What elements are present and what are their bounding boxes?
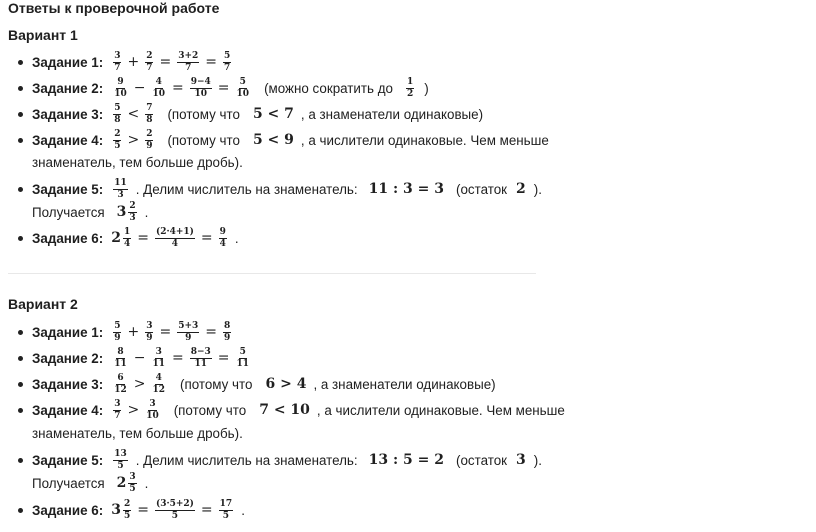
task-label: Задание 3: <box>32 376 104 392</box>
v2-task-1 <box>32 320 233 344</box>
v1-task-6: Задание 6: 2 $\frac{1}{4}$ = $\frac{(2\cdot 4+1)}{4}$ = $\frac{9}{4}$ . <box>32 226 242 250</box>
v1-task-4-continuation: знаменатель, тем больше дробь). <box>32 154 243 170</box>
formula: $\frac{5}{9}$ + $\frac{3}{9}$ = $\frac{5+3}{9}$ = $\frac{8}{9}$ <box>114 320 231 343</box>
comparison: 5 < 9 <box>252 132 294 148</box>
bullet <box>18 112 23 117</box>
formula: 3 $\frac{2}{5}$ = $\frac{(3\cdot 5+2)}{5}$ = $\frac{17}{5}$ <box>111 498 233 521</box>
fraction: $\frac{2}{5}$ <box>123 498 131 521</box>
fraction: $\frac{5+3}{9}$ <box>178 320 199 343</box>
fraction: $\frac{3}{7}$ <box>114 398 121 421</box>
formula: $\frac{9}{10}$ − $\frac{4}{10}$ = $\frac{9-4}{10}$ = $\frac{5}{10}$ <box>114 76 250 99</box>
formula <box>111 450 130 471</box>
formula <box>404 78 416 99</box>
fraction: $\frac{8-3}{11}$ <box>190 346 211 369</box>
formula: $\frac{6}{12}$ > $\frac{4}{12}$ <box>114 372 165 395</box>
fraction: $\frac{3}{10}$ <box>146 398 159 421</box>
divider <box>8 273 536 274</box>
formula: $\frac{2}{5}$ > $\frac{2}{9}$ <box>114 128 153 151</box>
fraction: $\frac{3+2}{7}$ <box>178 50 199 73</box>
task-label: Задание 4: <box>32 402 104 418</box>
fraction: $\frac{3}{9}$ <box>146 320 153 343</box>
fraction: $\frac{9}{10}$ <box>114 76 127 99</box>
remainder: 2 <box>516 181 526 197</box>
comparison: 7 < 10 <box>259 402 310 418</box>
bullet <box>18 356 23 361</box>
fraction: $\frac{(2\cdot 4+1)}{4}$ <box>155 226 194 249</box>
v2-task-3: Задание 3: $\frac{6}{12}$ > $\frac{4}{12}$ (потому что 6 > 4 , а знаменатели одинаковые) <box>32 372 499 396</box>
fraction: $\frac{3}{11}$ <box>152 346 165 369</box>
bullet <box>18 187 23 192</box>
task-label: Задание 5: <box>32 452 104 468</box>
division: 11 : 3 = 3 <box>368 181 444 197</box>
formula <box>111 179 130 200</box>
page-title: Ответы к проверочной работе <box>8 0 220 16</box>
bullet <box>18 330 23 335</box>
task-label: Задание 1: <box>32 54 104 70</box>
fraction: $\frac{4}{12}$ <box>152 372 165 395</box>
fraction: $\frac{1}{4}$ <box>123 226 131 249</box>
fraction: $\frac{11}{3}$ <box>114 177 127 200</box>
v1-task-5: Задание 5: $\frac{11}{3}$ . Делим числитель на знаменатель: 11 : 3 = 3 (остаток 2 ). <box>32 177 545 201</box>
fraction: $\frac{5}{10}$ <box>236 76 250 99</box>
bullet <box>18 236 23 241</box>
v2-task-5: Задание 5: $\frac{13}{5}$ . Делим числитель на знаменатель: 13 : 5 = 2 (остаток 3 ). <box>32 448 545 472</box>
task-label: Задание 5: <box>32 181 104 197</box>
v2-task-2 <box>32 346 252 370</box>
comparison: 6 > 4 <box>265 376 307 392</box>
bullet <box>18 86 23 91</box>
task-label: Задание 4: <box>32 132 104 148</box>
bullet <box>18 382 23 387</box>
v2-task-4: Задание 4: $\frac{3}{7}$ > $\frac{3}{10}$ (потому что 7 < 10 , а числители одинаковые. Чем меньше <box>32 398 568 422</box>
v2-task-5-result: Получается 2 $\frac{3}{5}$ . <box>32 471 149 494</box>
formula: $\frac{8}{11}$ − $\frac{3}{11}$ = $\frac{8-3}{11}$ = $\frac{5}{11}$ <box>114 346 250 369</box>
comparison: 5 < 7 <box>252 106 294 122</box>
task-label: Задание 2: <box>32 350 104 366</box>
task-label: Задание 6: <box>32 502 104 518</box>
fraction: $\frac{5}{8}$ <box>114 102 121 125</box>
fraction: $\frac{4}{10}$ <box>152 76 165 99</box>
fraction: $\frac{2}{5}$ <box>114 128 121 151</box>
bullet <box>18 508 23 513</box>
variant-1-title: Вариант 1 <box>8 27 78 43</box>
fraction: $\frac{9-4}{10}$ <box>190 76 211 99</box>
fraction: $\frac{8}{11}$ <box>114 346 127 369</box>
task-label: Задание 6: <box>32 230 104 246</box>
task-label: Задание 3: <box>32 106 104 122</box>
mixed-number: 2 $\frac{3}{5}$ <box>116 471 136 494</box>
v1-task-3: Задание 3: $\frac{5}{8}$ < $\frac{7}{8}$ (потому что 5 < 7 , а знаменатели одинаковые) <box>32 102 486 126</box>
fraction: $\frac{6}{12}$ <box>114 372 127 395</box>
formula: $\frac{3}{7}$ + $\frac{2}{7}$ = $\frac{3+2}{7}$ = $\frac{5}{7}$ <box>114 50 231 73</box>
bullet <box>18 138 23 143</box>
fraction: $\frac{2}{7}$ <box>146 50 153 73</box>
mixed-number: 3 $\frac{2}{3}$ <box>116 200 136 223</box>
note: (можно сократить до <box>264 80 393 96</box>
fraction: $\frac{17}{5}$ <box>219 498 233 521</box>
fraction: $\frac{3}{5}$ <box>129 471 136 494</box>
fraction: $\frac{2}{3}$ <box>129 200 136 223</box>
task-label: Задание 2: <box>32 80 104 96</box>
bullet <box>18 60 23 65</box>
bullet <box>18 458 23 463</box>
variant-2-title: Вариант 2 <box>8 296 78 312</box>
remainder: 3 <box>516 452 526 468</box>
v2-task-4-continuation: знаменатель, тем больше дробь). <box>32 425 243 441</box>
v1-task-5-result: Получается 3 $\frac{2}{3}$ . <box>32 200 149 223</box>
fraction: $\frac{1}{2}$ <box>407 76 414 99</box>
v2-task-6: Задание 6: 3 $\frac{2}{5}$ = $\frac{(3\cdot 5+2)}{5}$ = $\frac{17}{5}$ . <box>32 498 248 522</box>
v1-task-2: Задание 2: $\frac{9}{10}$ − $\frac{4}{10}$ = $\frac{9-4}{10}$ = $\frac{5}{10}$ (можно сократить до $\frac{1}{2}$ ) <box>32 76 432 100</box>
formula: $\frac{3}{7}$ > $\frac{3}{10}$ <box>114 398 159 421</box>
fraction: $\frac{9}{4}$ <box>219 226 226 249</box>
fraction: $\frac{5}{11}$ <box>236 346 250 369</box>
fraction: $\frac{5}{7}$ <box>224 50 231 73</box>
v1-task-4: Задание 4: $\frac{2}{5}$ > $\frac{2}{9}$ (потому что 5 < 9 , а числители одинаковые. Чем меньше <box>32 128 552 152</box>
fraction: $\frac{(3\cdot 5+2)}{5}$ <box>155 498 194 521</box>
formula: 2 $\frac{1}{4}$ = $\frac{(2\cdot 4+1)}{4}$ = $\frac{9}{4}$ <box>111 226 226 249</box>
formula: $\frac{5}{8}$ < $\frac{7}{8}$ <box>114 102 153 125</box>
bullet <box>18 408 23 413</box>
fraction: $\frac{5}{9}$ <box>114 320 121 343</box>
fraction: $\frac{13}{5}$ <box>114 448 127 471</box>
fraction: $\frac{7}{8}$ <box>146 102 153 125</box>
division: 13 : 5 = 2 <box>368 452 444 468</box>
fraction: $\frac{2}{9}$ <box>146 128 153 151</box>
fraction: $\frac{3}{7}$ <box>114 50 121 73</box>
v1-task-1 <box>32 50 233 74</box>
fraction: $\frac{8}{9}$ <box>224 320 231 343</box>
task-label: Задание 1: <box>32 324 104 340</box>
